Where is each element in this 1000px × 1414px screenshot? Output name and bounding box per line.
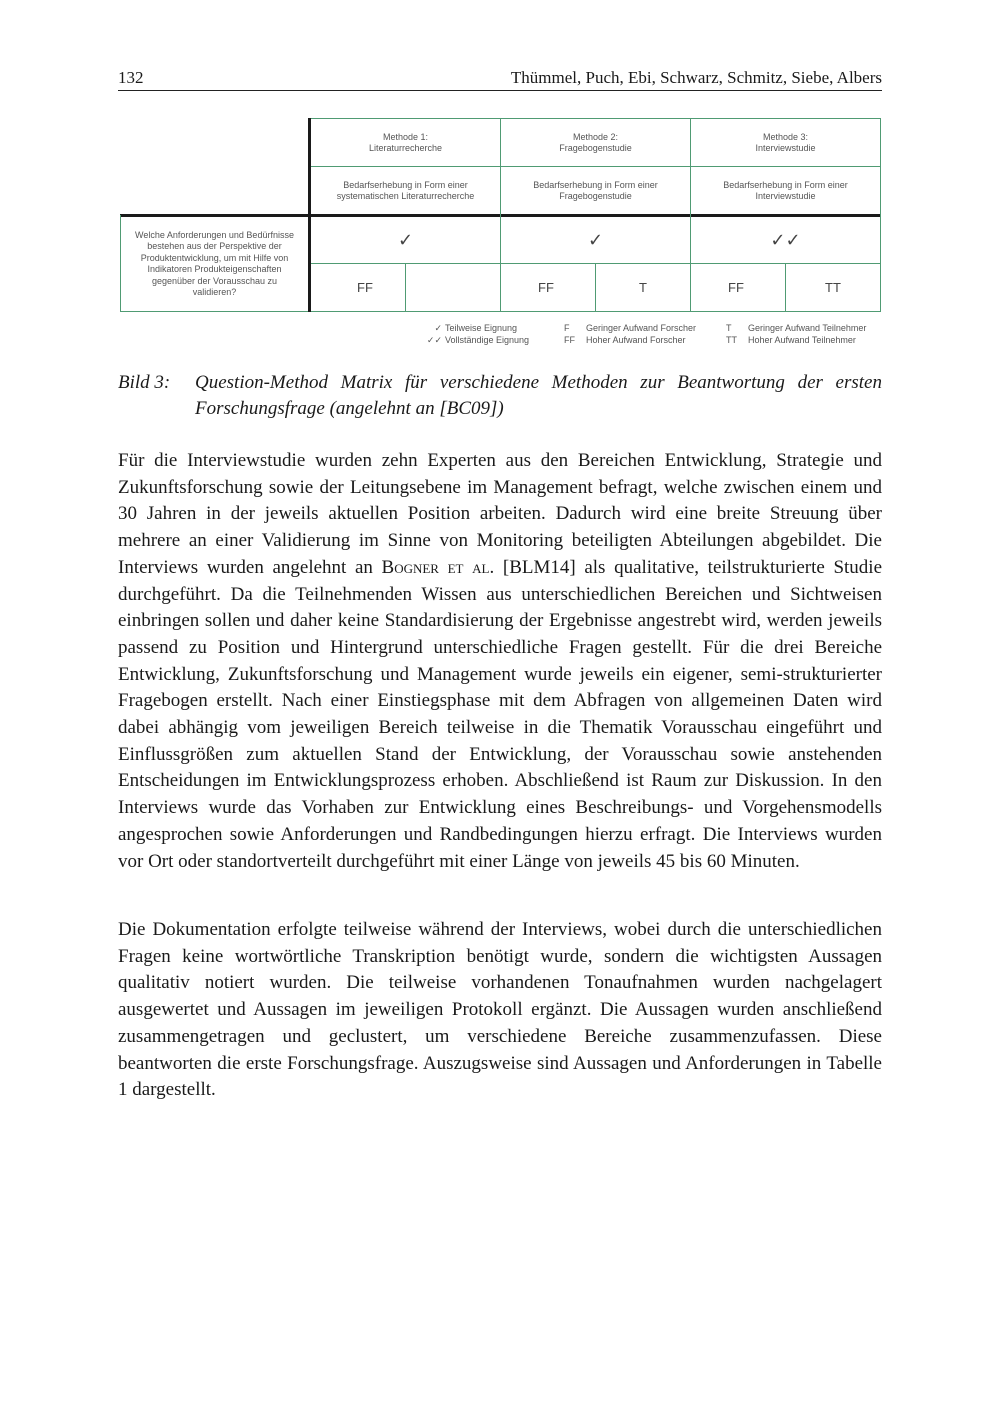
legend-text: Hoher Aufwand Forscher	[586, 335, 686, 345]
question-line: Indikatoren Produkteigenschaften	[147, 264, 282, 274]
body-paragraph-2: Die Dokumentation erfolgte teilweise während der Interviews, wobei durch die unterschiedlichen Fragen keine wortwörtliche Transkription benötigt wurde, sondern die wichtigsten Aussagen qualitativ notiert wurden. Die teilweise vorhandenen Tonaufnahmen wurden nachgelagert ausgewertet und Aussagen im jeweiligen Protokoll ergänzt. Die Aussagen wurden anschließend zusammengetragen und geclustert, um verschiedene Bereiche zusammenzufassen. Diese beantworten die erste Forschungsfrage. Auszugsweise sind Aussagen und Anforderungen in Tabelle 1 dargestellt.	[118, 919, 882, 1101]
method-1-subtitle: Literaturrecherche	[368, 142, 443, 153]
legend-symbol: ✓✓	[426, 335, 442, 345]
question-line: bestehen aus der Perspektive der	[147, 241, 282, 251]
method-3-header	[691, 119, 880, 166]
method-2-title: Methode 2:	[572, 131, 619, 142]
legend-texts-2	[586, 322, 696, 346]
legend-symbols-3	[726, 322, 737, 346]
method-1-title: Methode 1:	[382, 131, 428, 142]
method-1-header	[311, 119, 500, 166]
method-1-suitability-check: ✓	[397, 229, 414, 250]
body-paragraph-1	[118, 448, 882, 875]
method-3-researcher-effort: FF	[728, 280, 744, 295]
method-3-subtitle: Interviewstudie	[755, 142, 816, 153]
question-line: gegenüber der Vorausschau zu	[151, 275, 278, 286]
method-3-description	[691, 167, 880, 214]
method-3-title: Methode 3:	[762, 131, 809, 142]
legend-text: Teilweise Eignung	[445, 323, 518, 333]
cited-author: Bogner et al.	[381, 556, 495, 578]
method-2-suitability-check: ✓	[587, 229, 604, 250]
figure-caption-label: Bild 3:	[118, 372, 171, 393]
legend-symbol: TT	[726, 335, 737, 345]
method-2-researcher-effort: FF	[538, 280, 554, 295]
legend-text: Vollständige Eignung	[445, 335, 530, 345]
page-header	[118, 66, 882, 91]
method-2-subtitle: Fragebogenstudie	[559, 142, 632, 153]
legend-symbol: T	[726, 323, 732, 333]
method-2-header	[501, 119, 690, 166]
method-1-participant-effort	[406, 264, 500, 311]
question-method-matrix	[120, 118, 882, 350]
figure-caption-text: Question-Method Matrix für verschiedene Methoden zur Beantwortung der ersten Forschungsfrage (angelehnt an [BC09])	[195, 372, 882, 419]
legend-text: Geringer Aufwand Forscher	[586, 323, 697, 333]
method-1-desc-line: Bedarfserhebung in Form einer	[343, 179, 468, 190]
method-1-researcher-effort: FF	[357, 280, 373, 295]
legend-texts-1	[445, 322, 529, 346]
paragraph-text: [BLM14] als qualitative, teilstrukturierte Studie durchgeführt. Da die Teilnehmenden Wissen aus unterschiedlichen Bereichen und Sichtweisen einbringen sollen und daher keine Standardisierung der Ergebnisse angestrebt wird, werden jeweils passend zu Position und Hintergrund unterschiedliche Fragen gestellt. Für die drei Bereiche Entwicklung, Zukunftsforschung und Management wurde jeweils ein eigener, semi-strukturierter Fragebogen erstellt. Nach einer Einstiegsphase mit dem Abfragen von allgemeinen Daten wird dabei abhängig vom jeweiligen Bereich teilweise in die Thematik Vorausschau eingeführt und Einflussgrößen zum aktuellen Stand der Entwicklung, der Vorausschau sowie anstehenden Entscheidungen im Entwicklungsprozess erhoben. Abschließend ist Raum zur Diskussion. In den Interviews wurde das Vorhaben zur Entwicklung eines Beschreibungs- und Vorgehensmodells angesprochen sowie Anforderungen und Randbedingungen hierzu erfragt. Die Interviews wurden vor Ort oder standortverteilt durchgeführt mit einer Länge von jeweils 45 bis 60 Minuten.	[118, 556, 882, 872]
page-number: 132	[118, 68, 144, 87]
legend-texts-3	[748, 322, 866, 346]
legend-symbol: F	[564, 323, 570, 333]
method-3-suitability-check: ✓✓	[770, 229, 801, 250]
research-question	[121, 217, 308, 311]
paragraph-text: Für die Interviewstudie wurden zehn Experten aus den Bereichen Entwicklung, Strategie und Zukunftsforschung sowie der Leitungsebene im Management befragt, welche zwischen einem und 30 Jahren in der jeweils aktuellen Position arbeiten. Dadurch wird eine breite Streuung über mehrere an einer Validierung im Sinne von Monitoring beteiligten Abteilungen abgebildet. Die Interviews wurden angelehnt an	[118, 450, 882, 578]
question-line: Welche Anforderungen und Bedürfnisse	[135, 229, 294, 240]
method-2-desc-line: Fragebogenstudie	[559, 190, 632, 201]
legend-symbols-1	[422, 322, 442, 346]
method-1-desc-line: systematischen Literaturrecherche	[336, 190, 475, 201]
method-2-participant-effort: T	[639, 280, 647, 295]
method-2-description	[501, 167, 690, 214]
method-1-description	[311, 167, 500, 214]
method-3-desc-line: Interviewstudie	[755, 190, 816, 201]
running-head-authors: Thümmel, Puch, Ebi, Schwarz, Schmitz, Siebe, Albers	[510, 68, 882, 87]
method-3-desc-line: Bedarfserhebung in Form einer	[723, 179, 848, 190]
question-line: validieren?	[192, 287, 237, 297]
legend-text: Hoher Aufwand Teilnehmer	[748, 335, 856, 345]
method-3-participant-effort: TT	[825, 280, 841, 295]
legend-symbols-2	[564, 322, 575, 346]
legend-text: Geringer Aufwand Teilnehmer	[748, 323, 867, 333]
legend-symbol: ✓	[434, 323, 442, 333]
legend-symbol: FF	[564, 335, 575, 345]
question-line: Produktentwicklung, um mit Hilfe von	[140, 252, 289, 263]
grid-line	[880, 118, 881, 312]
method-2-desc-line: Bedarfserhebung in Form einer	[533, 179, 658, 190]
